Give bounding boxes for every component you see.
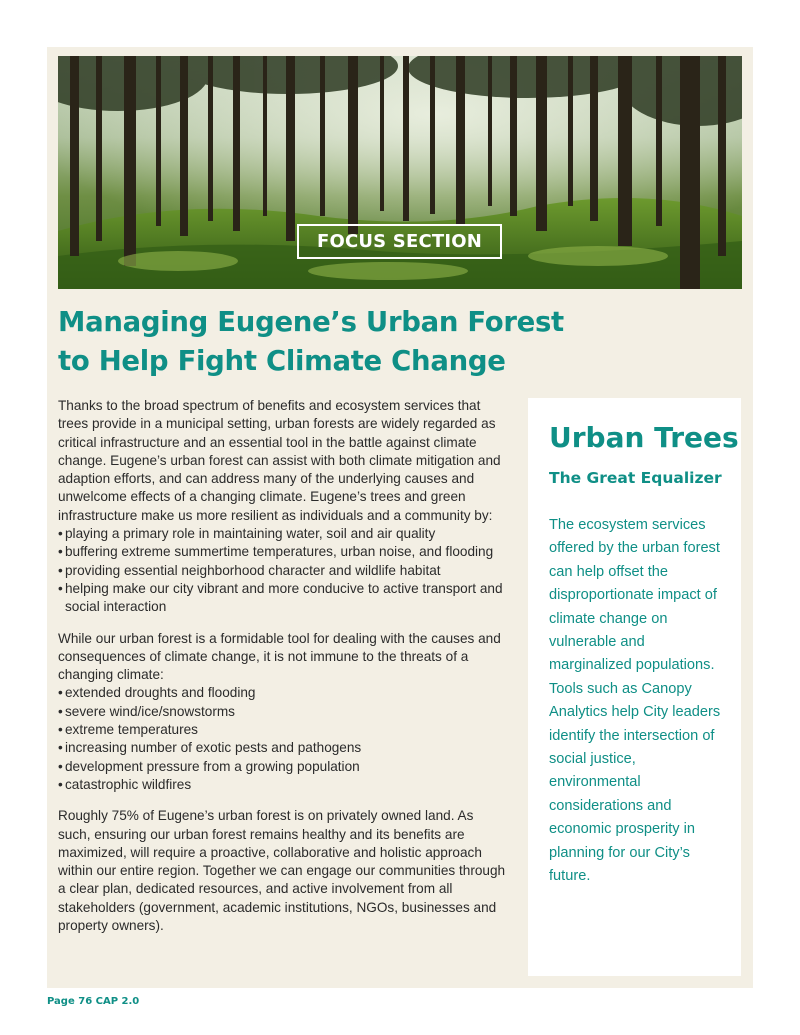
title-line-2: to Help Fight Climate Change (58, 345, 506, 377)
list-item: • increasing number of exotic pests and pathogens (58, 739, 508, 757)
intro-paragraph: Thanks to the broad spectrum of benefits and ecosystem services that trees provide in a municipal setting, urban forests are widely regarded as critical infrastructure and an essential tool in the battle against climate change. Eugene’s urban forest can assist with both climate mitigation and adaption efforts, and can address many of the underlying causes and unwelcome effects of a changing climate. Eugene’s trees and green infrastructure make us more resilient as individuals and a community by: (58, 398, 501, 523)
closing-paragraph: Roughly 75% of Eugene’s urban forest is on privately owned land. As such, ensuring our urban forest remains healthy and its benefits are maximized, will require a proactive, collaborative and holistic approach within our entire region. Together we can engage our communities through a clear plan, dedicated resources, and active involvement from all stakeholders (government, academic institutions, NGOs, businesses and property owners). (58, 808, 506, 934)
list-item: • playing a primary role in maintaining water, soil and air quality (58, 525, 508, 543)
sidebar-text: The ecosystem services offered by the urban forest can help offset the disproportionate impact of climate change on vulnerable and marginalized populations. Tools such as Canopy Analytics help City leaders identify the intersection of social justice, environmental considerations and economic prosperity in planning for our City’s future. (549, 517, 721, 885)
list-item: • severe wind/ice/snowstorms (58, 703, 508, 721)
list-item: • extreme temperatures (58, 721, 508, 739)
sidebar-callout (528, 398, 741, 976)
page-title (58, 303, 564, 381)
list-item: • buffering extreme summertime temperatures, urban noise, and flooding (58, 543, 508, 561)
sidebar-subtitle: The Great Equalizer (549, 469, 722, 487)
list-item: • providing essential neighborhood character and wildlife habitat (58, 562, 508, 580)
threats-paragraph: While our urban forest is a formidable tool for dealing with the causes and consequences of climate change, it is not immune to the threats of a changing climate: (58, 630, 501, 683)
title-line-1: Managing Eugene’s Urban Forest (58, 306, 564, 338)
page-footer: Page 76 CAP 2.0 (47, 996, 140, 1007)
body-text (58, 397, 508, 935)
list-item: • helping make our city vibrant and more conducive to active transport and social interaction (58, 580, 508, 617)
list-item: • development pressure from a growing population (58, 758, 508, 776)
benefits-list (58, 525, 508, 616)
list-item: • catastrophic wildfires (58, 776, 508, 794)
focus-section-label: FOCUS SECTION (297, 224, 502, 259)
threats-list (58, 684, 508, 794)
list-item: • extended droughts and flooding (58, 684, 508, 702)
sidebar-title: Urban Trees (549, 421, 739, 454)
